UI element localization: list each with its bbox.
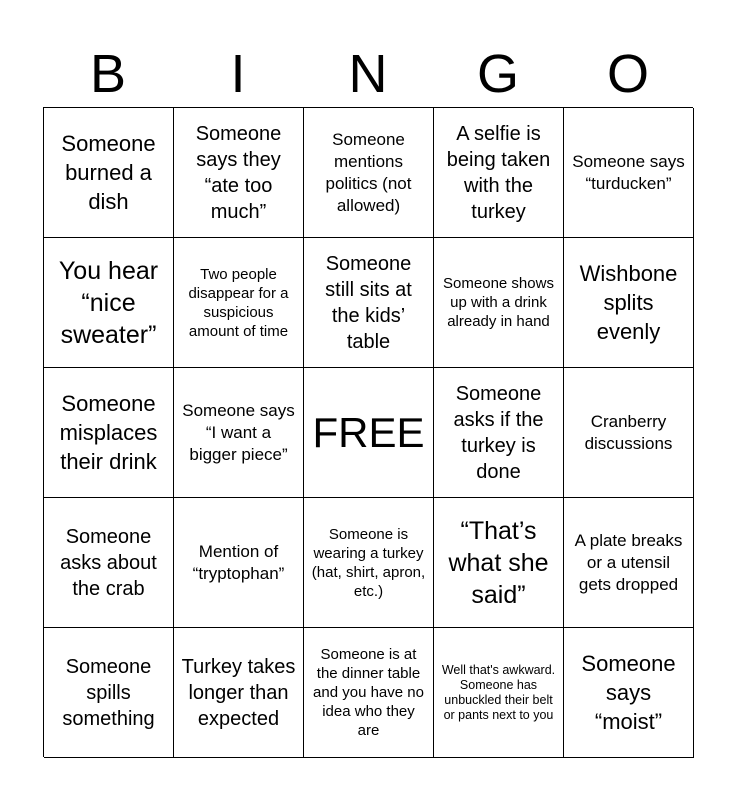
cell-text: Someone still sits at the kids’ table	[325, 252, 412, 353]
cell-text: Someone is at the dinner table and you have no idea who they are	[313, 646, 424, 739]
cell-text: Someone says “moist”	[581, 651, 676, 734]
cell-text: Someone mentions politics (not allowed)	[325, 129, 412, 215]
bingo-cell[interactable]	[564, 368, 694, 498]
cell-text: Someone misplaces their drink	[59, 391, 158, 474]
cell-text: Turkey takes longer than expected	[181, 655, 296, 730]
cell-text: Someone says “turducken”	[572, 151, 685, 193]
cell-text: Wishbone splits evenly	[579, 261, 678, 344]
cell-text: A selfie is being taken with the turkey	[446, 122, 551, 223]
bingo-cell[interactable]	[564, 108, 694, 238]
bingo-cell[interactable]	[304, 628, 434, 758]
bingo-cell[interactable]	[434, 628, 564, 758]
bingo-cell[interactable]	[304, 498, 434, 628]
cell-text: A plate breaks or a utensil gets dropped	[574, 530, 683, 594]
bingo-cell[interactable]	[304, 108, 434, 238]
bingo-cell[interactable]	[44, 628, 174, 758]
cell-text: Someone is wearing a turkey (hat, shirt, apron, etc.)	[311, 525, 426, 600]
header-letter-b: B	[89, 44, 127, 104]
bingo-cell[interactable]	[174, 498, 304, 628]
bingo-header	[43, 40, 693, 108]
bingo-cell[interactable]	[304, 238, 434, 368]
bingo-cell[interactable]	[174, 368, 304, 498]
header-letter-n: N	[348, 44, 388, 104]
bingo-cell[interactable]	[434, 498, 564, 628]
header-letter-g: G	[476, 44, 519, 104]
cell-text: Someone burned a dish	[61, 131, 156, 214]
cell-text: Mention of “tryptophan”	[192, 541, 285, 583]
bingo-cell[interactable]	[44, 238, 174, 368]
bingo-cell[interactable]	[434, 108, 564, 238]
cell-text: Someone asks if the turkey is done	[453, 382, 544, 483]
bingo-cell[interactable]	[564, 498, 694, 628]
cell-text: Someone asks about the crab	[60, 525, 157, 600]
bingo-cell[interactable]	[174, 108, 304, 238]
cell-text: Two people disappear for a suspicious amount of time	[188, 265, 289, 340]
bingo-cell[interactable]	[44, 498, 174, 628]
cell-text: Someone says they “ate too much”	[195, 122, 282, 223]
cell-text: You hear “nice sweater”	[58, 256, 159, 349]
free-space-label: FREE	[312, 408, 425, 456]
free-space[interactable]	[304, 368, 434, 498]
bingo-cell[interactable]	[44, 368, 174, 498]
cell-text: Well that's awkward. Someone has unbuckled their belt or pants next to you	[441, 662, 556, 722]
bingo-cell[interactable]	[174, 628, 304, 758]
bingo-cell[interactable]	[434, 368, 564, 498]
bingo-cell[interactable]	[44, 108, 174, 238]
cell-text: Someone spills something	[62, 655, 155, 730]
bingo-cell[interactable]	[434, 238, 564, 368]
bingo-card	[43, 107, 693, 757]
bingo-cell[interactable]	[174, 238, 304, 368]
cell-text: Cranberry discussions	[584, 411, 673, 453]
bingo-cell[interactable]	[564, 628, 694, 758]
header-letter-i: I	[230, 44, 246, 104]
cell-text: “That’s what she said”	[448, 516, 549, 609]
header-letter-o: O	[606, 44, 649, 104]
cell-text: Someone shows up with a drink already in hand	[443, 275, 554, 330]
bingo-cell[interactable]	[564, 238, 694, 368]
cell-text: Someone says “I want a bigger piece”	[182, 400, 295, 464]
